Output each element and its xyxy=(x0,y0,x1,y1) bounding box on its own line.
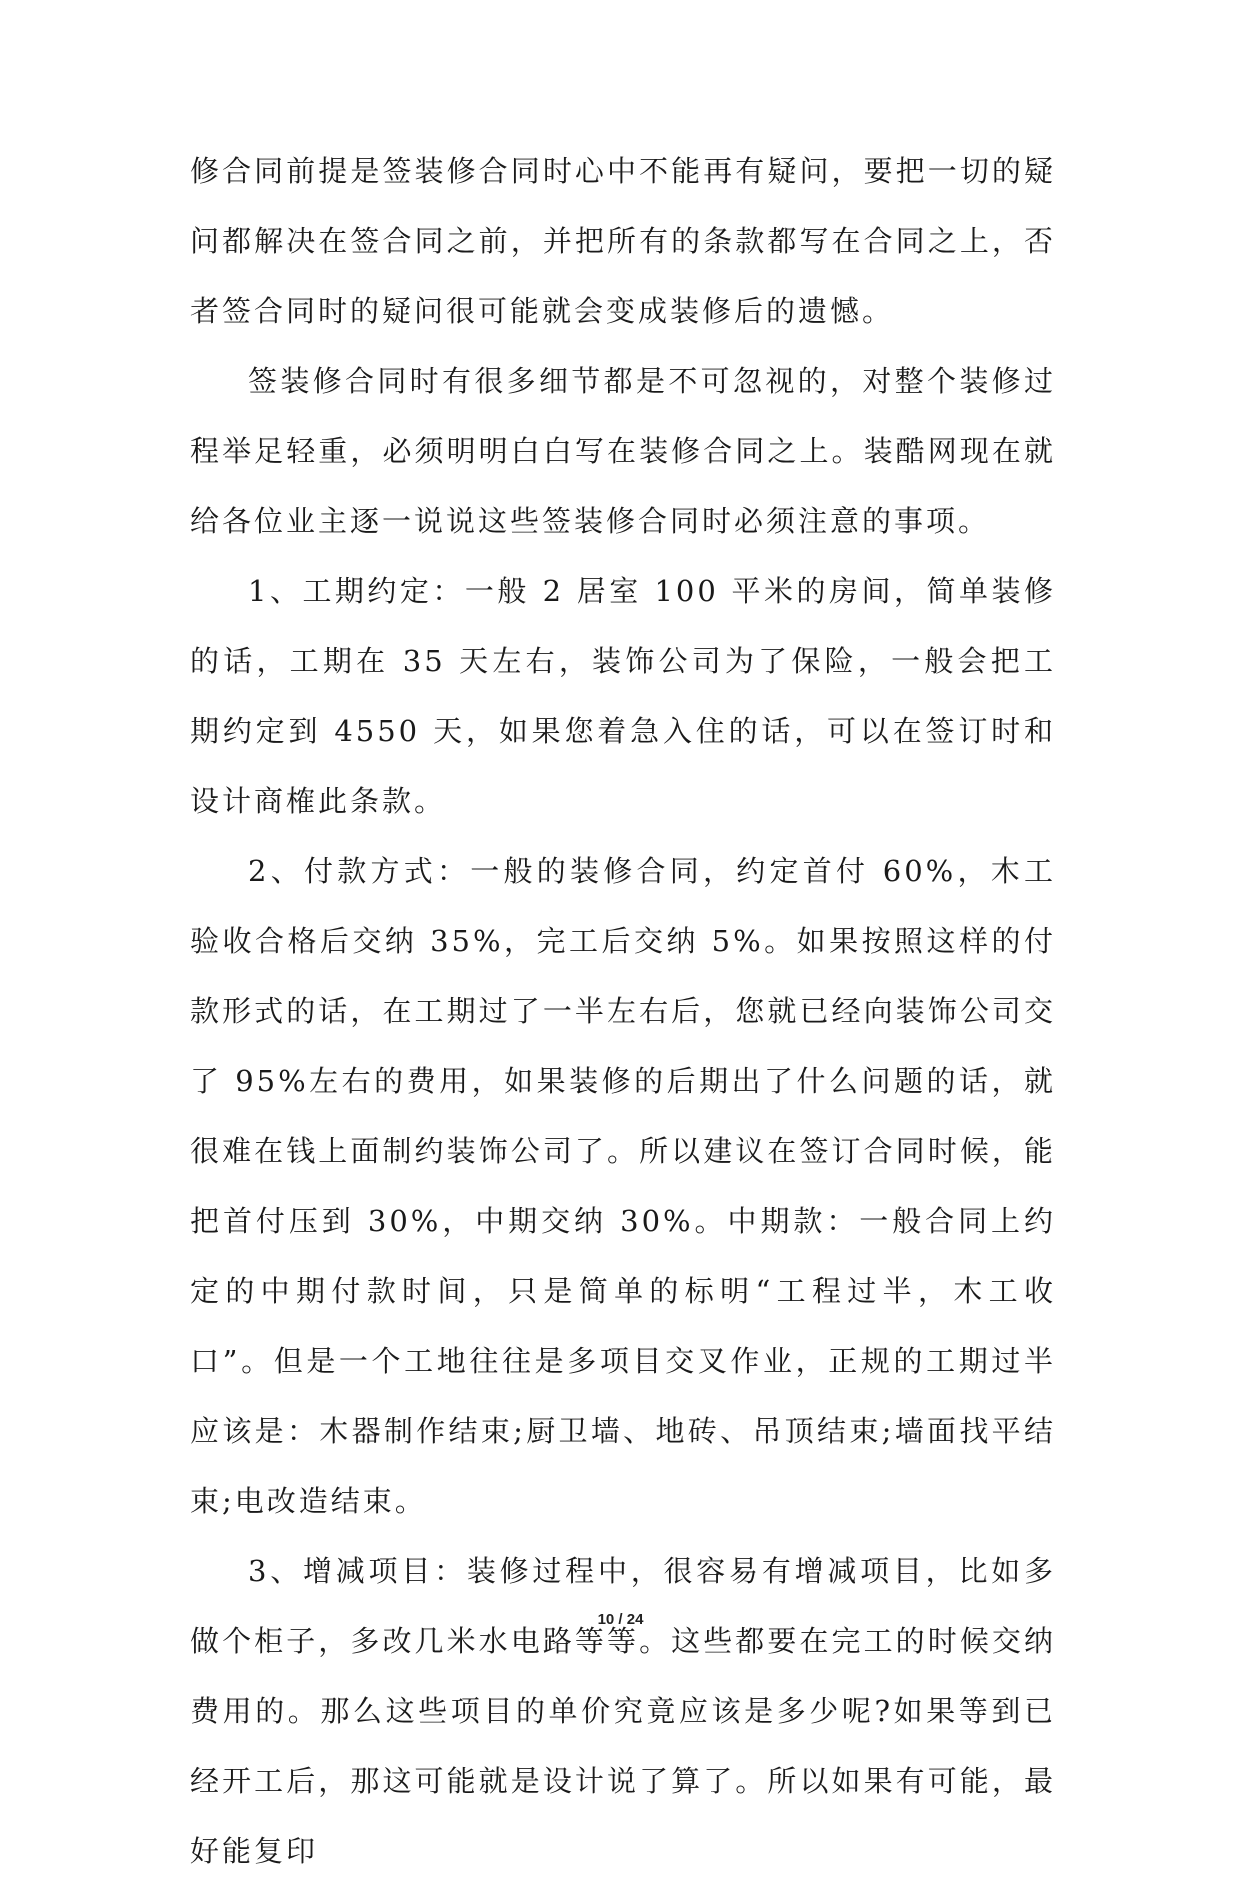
paragraph-intro: 修合同前提是签装修合同时心中不能再有疑问，要把一切的疑问都解决在签合同之前，并把所有的条款都写在合同之上，否者签合同时的疑问很可能就会变成装修后的遗憾。 xyxy=(190,154,1056,328)
paragraph-additions: 3、增减项目：装修过程中，很容易有增减项目，比如多做个柜子，多改几米水电路等等。这些都要在完工的时候交纳费用的。那么这些项目的单价究竟应该是多少呢?如果等到已经开工后，那这可能就是设计说了算了。所以如果有可能，最好能复印 xyxy=(190,1554,1056,1868)
page-number: 10 / 24 xyxy=(597,1611,644,1628)
paragraph-schedule: 1、工期约定：一般 2 居室 100 平米的房间，简单装修的话，工期在 35 天左右，装饰公司为了保险，一般会把工期约定到 4550 天，如果您着急入住的话，可以在签订时和设计商榷此条款。 xyxy=(190,574,1056,818)
paragraph-payment: 2、付款方式：一般的装修合同，约定首付 60%，木工验收合格后交纳 35%，完工后交纳 5%。如果按照这样的付款形式的话，在工期过了一半左右后，您就已经向装饰公司交了 95%左右的费用，如果装修的后期出了什么问题的话，就很难在钱上面制约装饰公司了。所以建议在签订合同时候，能把首付压到 30%，中期交纳 30%。中期款：一般合同上约定的中期付款时间，只是简单的标明“工程过半，木工收口”。但是一个工地往往是多项目交叉作业，正规的工期过半应该是：木器制作结束;厨卫墙、地砖、吊顶结束;墙面找平结束;电改造结束。 xyxy=(190,854,1056,1518)
paragraph-details-overview: 签装修合同时有很多细节都是不可忽视的，对整个装修过程举足轻重，必须明明白白写在装修合同之上。装酷网现在就给各位业主逐一说说这些签装修合同时必须注意的事项。 xyxy=(190,364,1056,538)
